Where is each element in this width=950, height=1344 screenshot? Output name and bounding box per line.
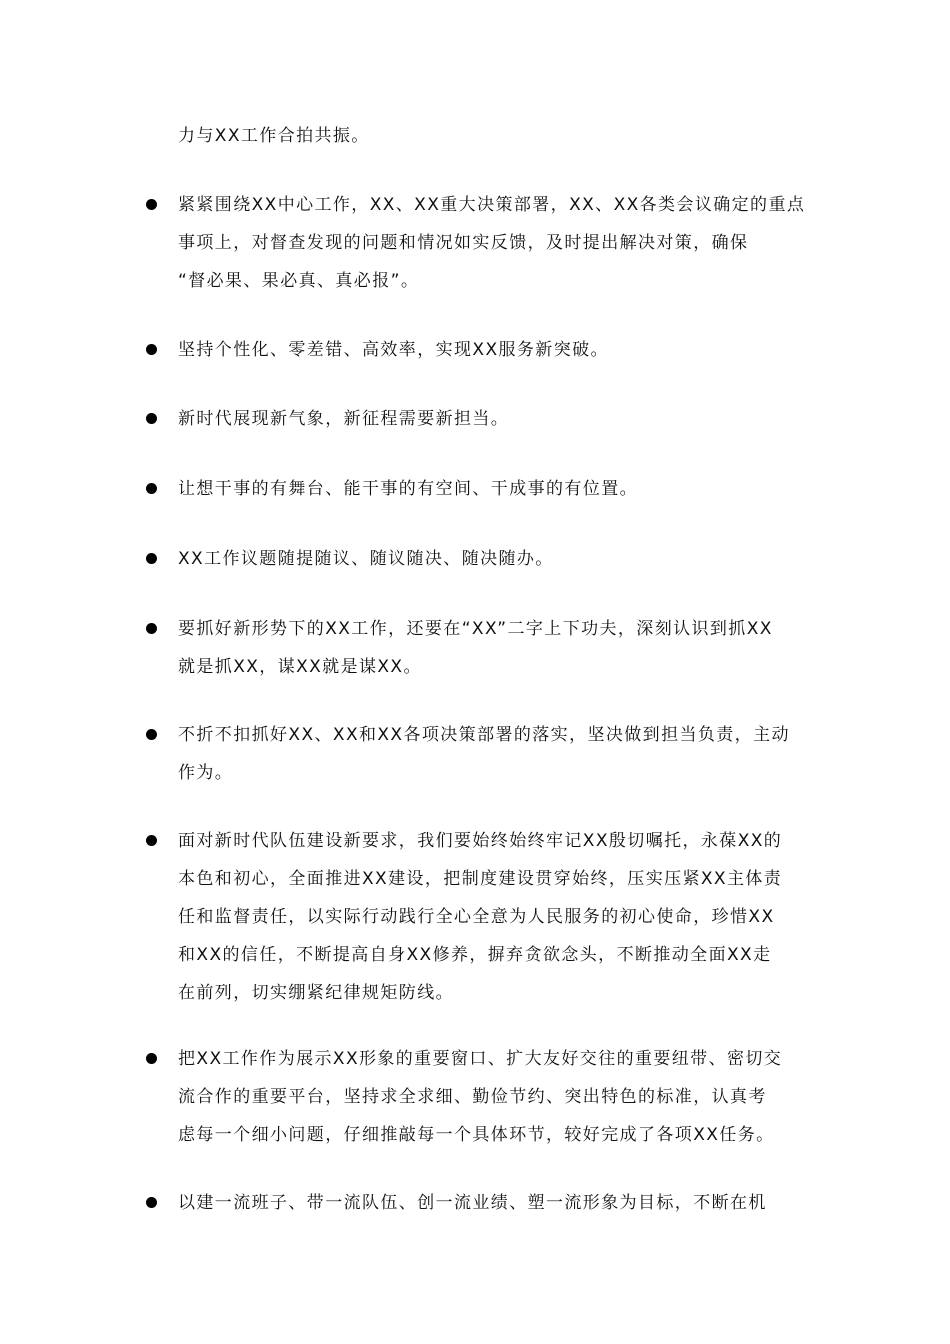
list-item-line: 紧紧围绕XX中心工作，XX、XX重大决策部署，XX、XX各类会议确定的重点	[178, 195, 806, 215]
bullet-icon	[146, 1053, 157, 1064]
list-item-line: “督必果、果必真、真必报”。	[178, 271, 420, 291]
bullet-icon	[146, 623, 157, 634]
continuation-text: 力与XX工作合拍共振。	[178, 126, 370, 146]
list-item-line: 本色和初心，全面推进XX建设，把制度建设贯穿始终，压实压紧XX主体责	[178, 869, 783, 889]
bullet-icon	[146, 1197, 157, 1208]
list-item-line: 事项上，对督查发现的问题和情况如实反馈，及时提出解决对策，确保	[178, 233, 749, 253]
list-item-line: 作为。	[178, 763, 234, 783]
bullet-icon	[146, 835, 157, 846]
bullet-icon	[146, 199, 157, 210]
list-item-line: 以建一流班子、带一流队伍、创一流业绩、塑一流形象为目标，不断在机	[178, 1193, 767, 1213]
list-item-line: 任和监督责任，以实际行动践行全心全意为人民服务的初心使命，珍惜XX	[178, 907, 775, 927]
list-item-line: 把XX工作作为展示XX形象的重要窗口、扩大友好交往的重要纽带、密切交	[178, 1049, 783, 1069]
list-item-line: 就是抓XX，谋XX就是谋XX。	[178, 657, 422, 677]
bullet-icon	[146, 729, 157, 740]
list-item-line: 让想干事的有舞台、能干事的有空间、干成事的有位置。	[178, 479, 638, 499]
list-item-line: 坚持个性化、零差错、高效率，实现XX服务新突破。	[178, 340, 609, 360]
bullet-icon	[146, 483, 157, 494]
list-item-line: 和XX的信任，不断提高自身XX修养，摒弃贪欲念头，不断推动全面XX走	[178, 945, 772, 965]
bullet-icon	[146, 553, 157, 564]
bullet-icon	[146, 344, 157, 355]
list-item-line: 不折不扣抓好XX、XX和XX各项决策部署的落实，坚决做到担当负责，主动	[178, 725, 790, 745]
list-item-line: 新时代展现新气象，新征程需要新担当。	[178, 409, 510, 429]
list-item-line: XX工作议题随提随议、随议随决、随决随办。	[178, 549, 554, 569]
list-item-line: 要抓好新形势下的XX工作，还要在“XX”二字上下功夫，深刻认识到抓XX	[178, 619, 773, 639]
list-item-line: 虑每一个细小问题，仔细推敲每一个具体环节，较好完成了各项XX任务。	[178, 1125, 775, 1145]
list-item-line: 在前列，切实绷紧纪律规矩防线。	[178, 983, 454, 1003]
list-item-line: 面对新时代队伍建设新要求，我们要始终始终牢记XX殷切嘱托，永葆XX的	[178, 831, 783, 851]
bullet-icon	[146, 413, 157, 424]
list-item-line: 流合作的重要平台，坚持求全求细、勤俭节约、突出特色的标准，认真考	[178, 1087, 767, 1107]
